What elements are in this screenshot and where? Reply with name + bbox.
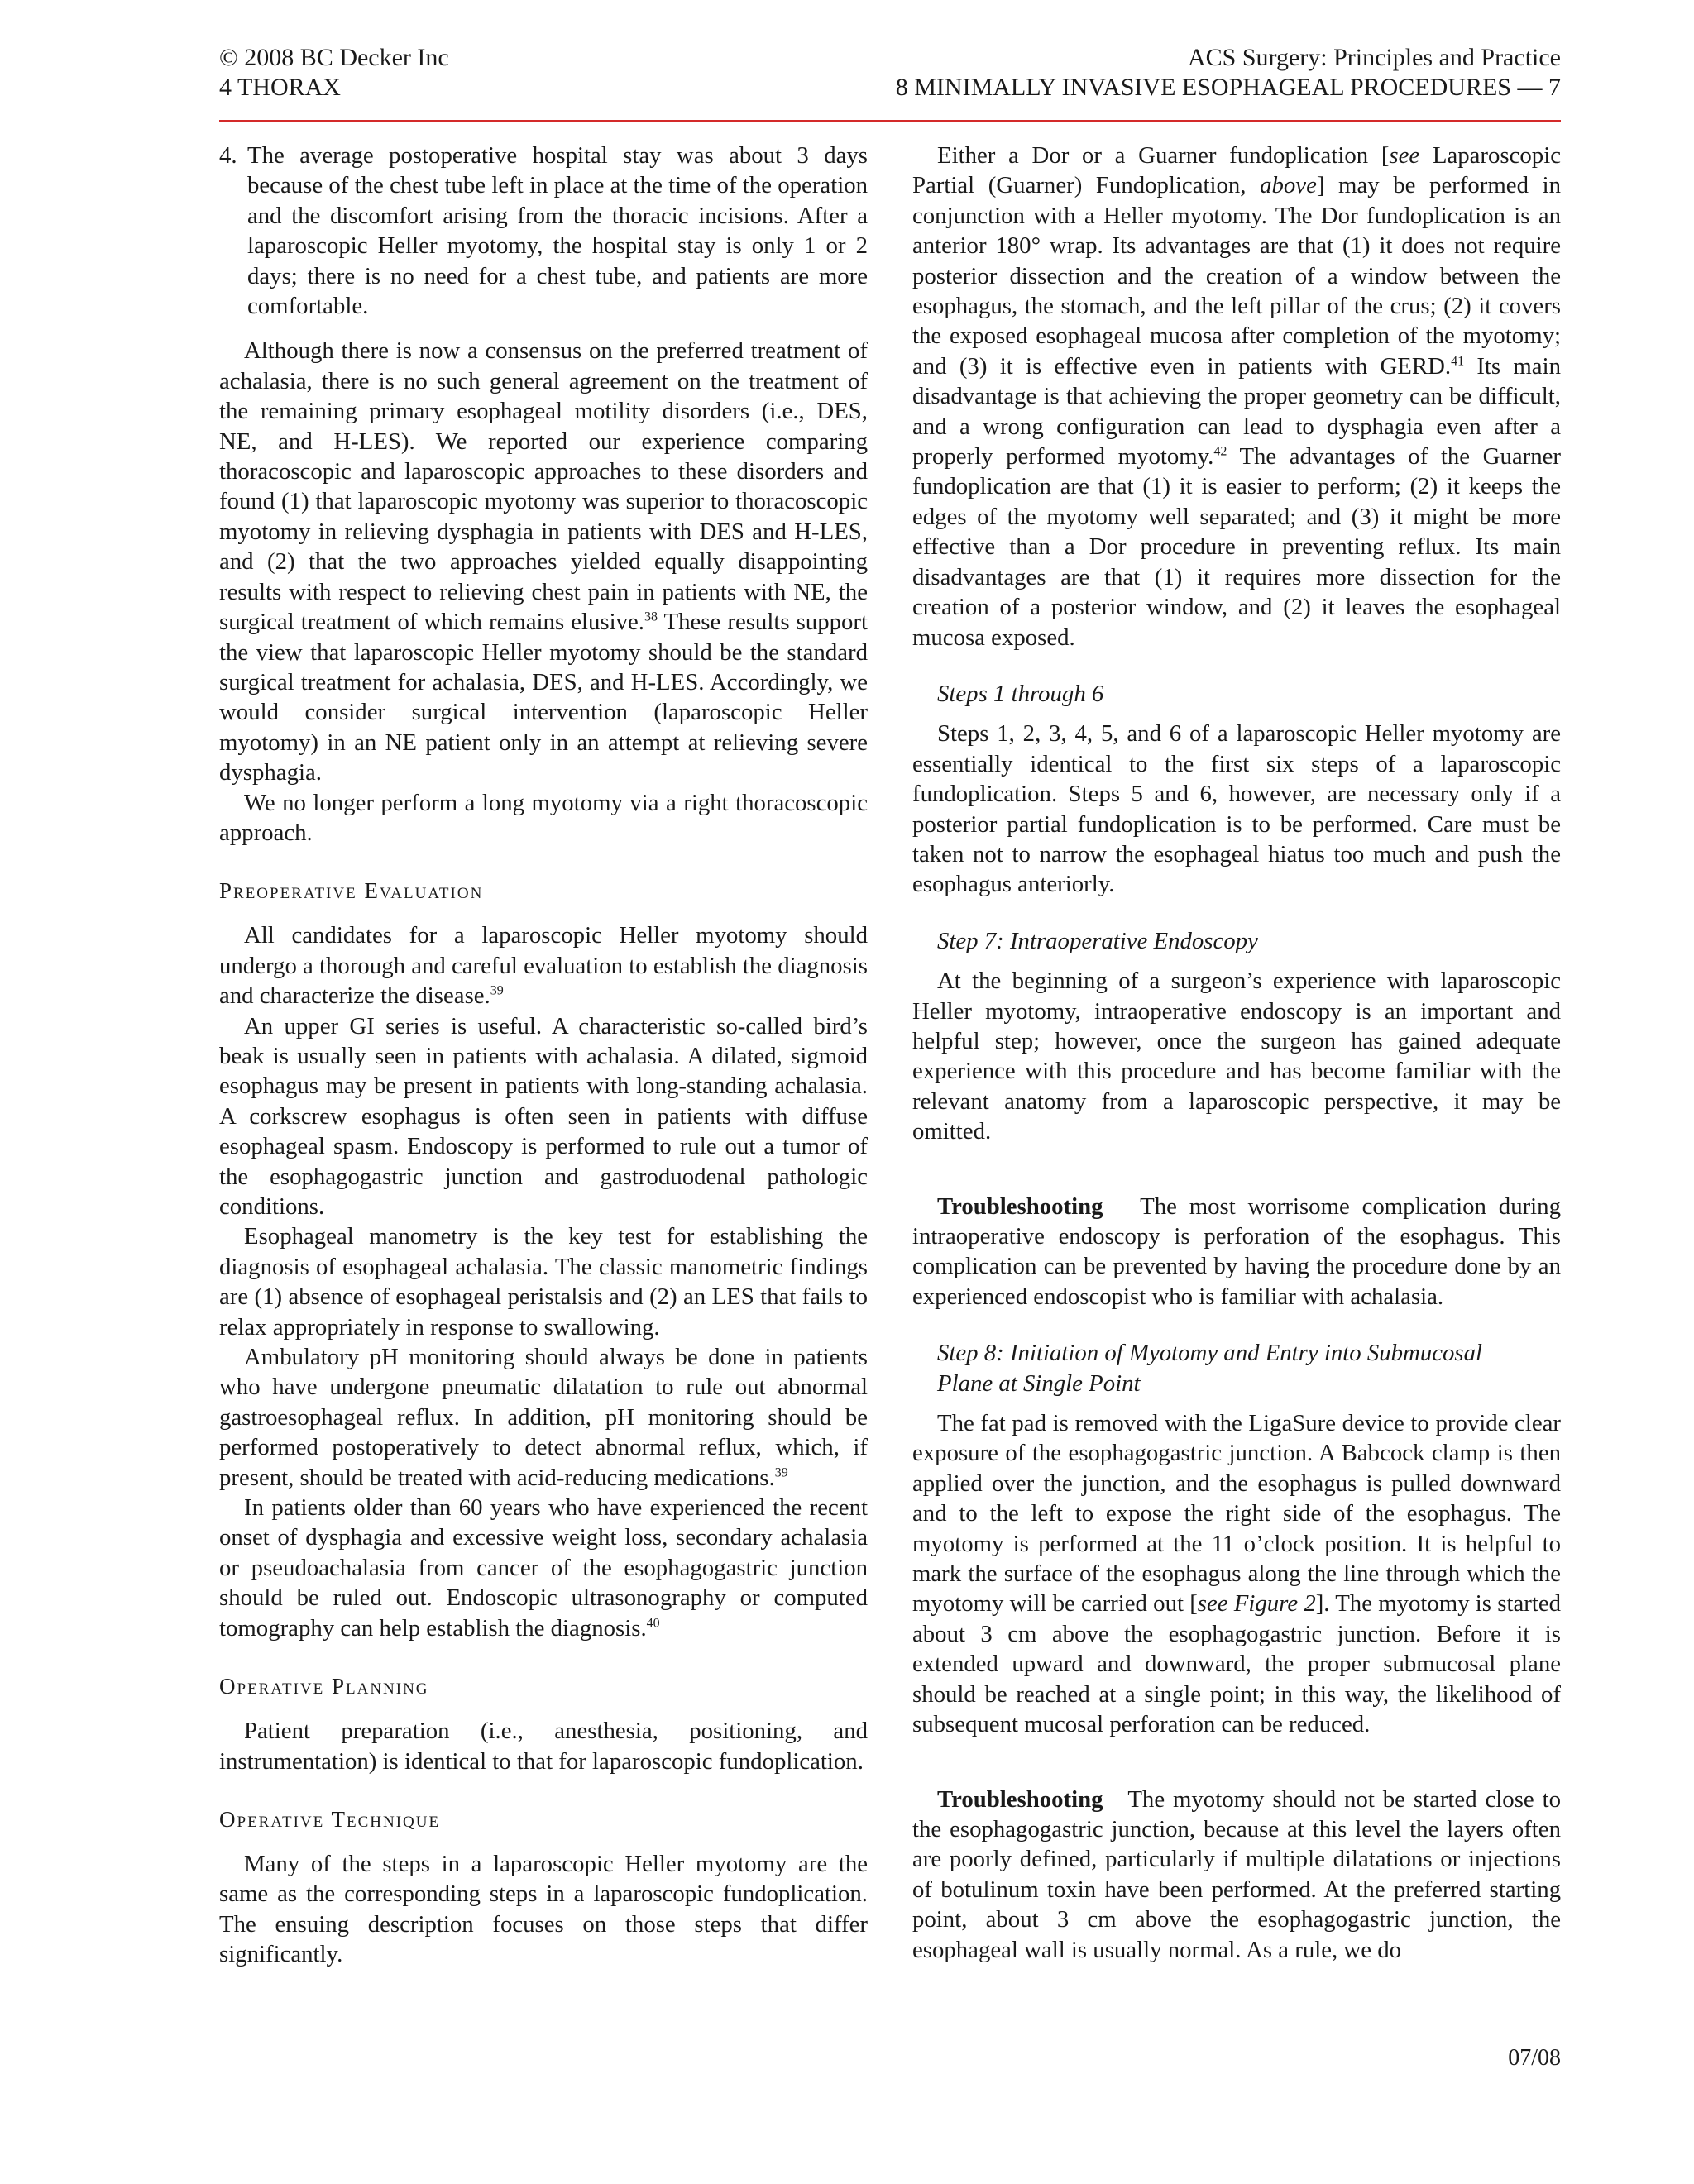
right-column (912, 141, 1561, 1965)
section-label: 4 THORAX (219, 74, 341, 101)
step-heading-1-6: Steps 1 through 6 (937, 680, 1104, 707)
paragraph-preparation: Patient preparation (i.e., anesthesia, positioning, and instrumentation) is identical to that for laparoscopic fundoplication. (219, 1718, 868, 1775)
list-item-4 (219, 141, 868, 321)
reference: 39 (774, 1465, 788, 1480)
reference: 40 (646, 1616, 660, 1631)
header-rule (219, 120, 1561, 122)
footer-date: 07/08 (1508, 2045, 1561, 2071)
paragraph-no-longer: We no longer perform a long myotomy via a right thoracoscopic approach. (219, 789, 868, 846)
paragraph-consensus: Although there is now a consensus on the preferred treatment of achalasia, there is no such general agreement on the treatment of the remaining primary esophageal motility disorders (i.e., DES, NE, and H-LES). We reported our experience comparing thoracoscopic and laparoscopic approaches to these disorders and found (1) that laparoscopic myotomy was superior to thoracoscopic myotomy in relieving dysphagia in patients with DES and H-LES, and (2) that the two approaches yielded equally disappointing results with respect to relieving chest pain in patients with NE, the surgical treatment of which remains elusive.$^{38}$ These results support the view that laparoscopic Heller myotomy should be the standard surgical treatment for achalasia, DES, and H-LES. Accordingly, we would consider surgical intervention (laparoscopic Heller myotomy) in an NE patient only in an attempt at relieving severe dysphagia. (219, 337, 868, 786)
reference: 41 (1451, 354, 1465, 369)
paragraph-older-patients: In patients older than 60 years who have experienced the recent onset of dysphagia and excessive weight loss, secondary achalasia or pseudoachalasia from cancer of the esophagogastric junction should be ruled out. Endoscopic ultrasonography or computed tomography can help establish the diagnosis.$^{40}$ (219, 1494, 868, 1642)
reference: 39 (490, 983, 504, 998)
list-number: 4. (219, 142, 237, 169)
list-text: The average postoperative hospital stay was about 3 days because of the chest tube left in place at the time of the operation and the discomfort arising from the thoracic incisions. After a laparoscopic Heller myotomy, the hospital stay is only 1 or 2 days; there is no need for a chest tube, and patients are more comfortable. (247, 142, 868, 320)
troubleshooting-label: Troubleshooting (937, 1192, 1103, 1220)
paragraph-steps-overview: Many of the steps in a laparoscopic Heller myotomy are the same as the corresponding steps in a laparoscopic fundoplication. The ensuing description focuses on those steps that differ significantly. (219, 1850, 868, 1968)
paragraph-candidates: All candidates for a laparoscopic Heller myotomy should undergo a thorough and careful evaluation to establish the diagnosis and characterize the disease.$^{39}$ (219, 922, 868, 1010)
paragraph-steps-1-6: Steps 1, 2, 3, 4, 5, and 6 of a laparoscopic Heller myotomy are essentially identical to the first six steps of a laparoscopic fundoplication. Steps 5 and 6, however, are necessary only if a posterior partial fundoplication is to be performed. Care must be taken not to narrow the esophageal hiatus too much and push the esophagus anteriorly. (912, 720, 1561, 898)
paragraph-manometry: Esophageal manometry is the key test for establishing the diagnosis of esophageal achalasia. The classic manometric findings are (1) absence of esophageal peristalsis and (2) an LES that fails to relax appropriately in response to swallowing. (219, 1223, 868, 1341)
section-heading-planning: Operative Planning (219, 1674, 429, 1699)
reference: 42 (1213, 444, 1227, 459)
step-heading-8: Step 8: Initiation of Myotomy and Entry into Submucosal Plane at Single Point (937, 1340, 1483, 1397)
section-heading-preoperative: Preoperative Evaluation (219, 878, 484, 904)
book-title: ACS Surgery: Principles and Practice (1187, 44, 1561, 71)
left-column (219, 141, 868, 1970)
troubleshooting-label: Troubleshooting (937, 1785, 1103, 1813)
copyright: © 2008 BC Decker Inc (219, 44, 449, 71)
paragraph-step-7: At the beginning of a surgeon’s experience with laparoscopic Heller myotomy, intraoperative endoscopy is an important and helpful step; however, once the surgeon has gained adequate experience with this procedure and has become familiar with the relevant anatomy from a laparoscopic perspective, it may be omitted. (912, 968, 1561, 1145)
chapter-label: 8 MINIMALLY INVASIVE ESOPHAGEAL PROCEDURES — 7 (895, 74, 1561, 101)
paragraph-step-8: The fat pad is removed with the LigaSure device to provide clear exposure of the esophagogastric junction. A Babcock clamp is then applied over the junction, and the esophagus is pulled downward and to the left to expose the right side of the esophagus. The myotomy is performed at the 11 o’clock position. It is helpful to mark the surface of the esophagus along the line through which the myotomy will be carried out [see Figure 2]. The myotomy is started about 3 cm above the esophagogastric junction. Before it is extended upward and downward, the proper submucosal plane should be reached at a single point; in this way, the likelihood of subsequent mucosal perforation can be reduced. (912, 1410, 1561, 1738)
paragraph-fundoplication: Either a Dor or a Guarner fundoplication [see Laparoscopic Partial (Guarner) Fundoplication, above] may be performed in conjunction with a Heller myotomy. The Dor fundoplication is an anterior 180° wrap. Its advantages are that (1) it does not require posterior dissection and the creation of a window between the esophagus, the stomach, and the left pillar of the crus; (2) it covers the exposed esophageal mucosa after completion of the myotomy; and (3) it is effective even in patients with GERD.$^{41}$ Its main disadvantage is that achieving the proper geometry can be difficult, and a wrong configuration can lead to dysphagia even after a properly performed myotomy.$^{42}$ The advantages of the Guarner fundoplication are that (1) it is easier to perform; (2) it keeps the edges of the myotomy well separated; and (3) it might be more effective than a Dor procedure in preventing reflux. Its main disadvantages are that (1) it requires more dissection for the creation of a posterior window, and (2) it leaves the esophageal mucosa exposed. (912, 142, 1561, 651)
troubleshooting-step-7: Troubleshooting The most worrisome complication during intraoperative endoscopy is perforation of the esophagus. This complication can be prevented by having the procedure done by an experienced endoscopist who is familiar with achalasia. (912, 1192, 1561, 1310)
reference: 38 (644, 609, 658, 624)
troubleshooting-step-8: Troubleshooting The myotomy should not be started close to the esophagogastric junction, because at this level the layers often are poorly defined, particularly if multiple dilatations or injections of botulinum toxin have been performed. At the preferred starting point, about 3 cm above the esophagogastric junction, the esophageal wall is usually normal. As a rule, we do (912, 1785, 1561, 1963)
running-header (219, 43, 1561, 103)
paragraph-upper-gi: An upper GI series is useful. A characteristic so-called bird’s beak is usually seen in patients with achalasia. A dilated, sigmoid esophagus may be present in patients with long-standing achalasia. A corkscrew esophagus is often seen in patients with diffuse esophageal spasm. Endoscopy is performed to rule out a tumor of the esophagogastric junction and gastroduodenal pathologic conditions. (219, 1012, 868, 1220)
section-heading-technique: Operative Technique (219, 1806, 441, 1832)
step-heading-7: Step 7: Intraoperative Endoscopy (937, 927, 1258, 954)
paragraph-ph-monitoring: Ambulatory pH monitoring should always be done in patients who have undergone pneumatic dilatation to rule out abnormal gastroesophageal reflux. In addition, pH monitoring should be performed postoperatively to detect abnormal reflux, which, if present, should be treated with acid-reducing medications.$^{39}$ (219, 1344, 868, 1491)
